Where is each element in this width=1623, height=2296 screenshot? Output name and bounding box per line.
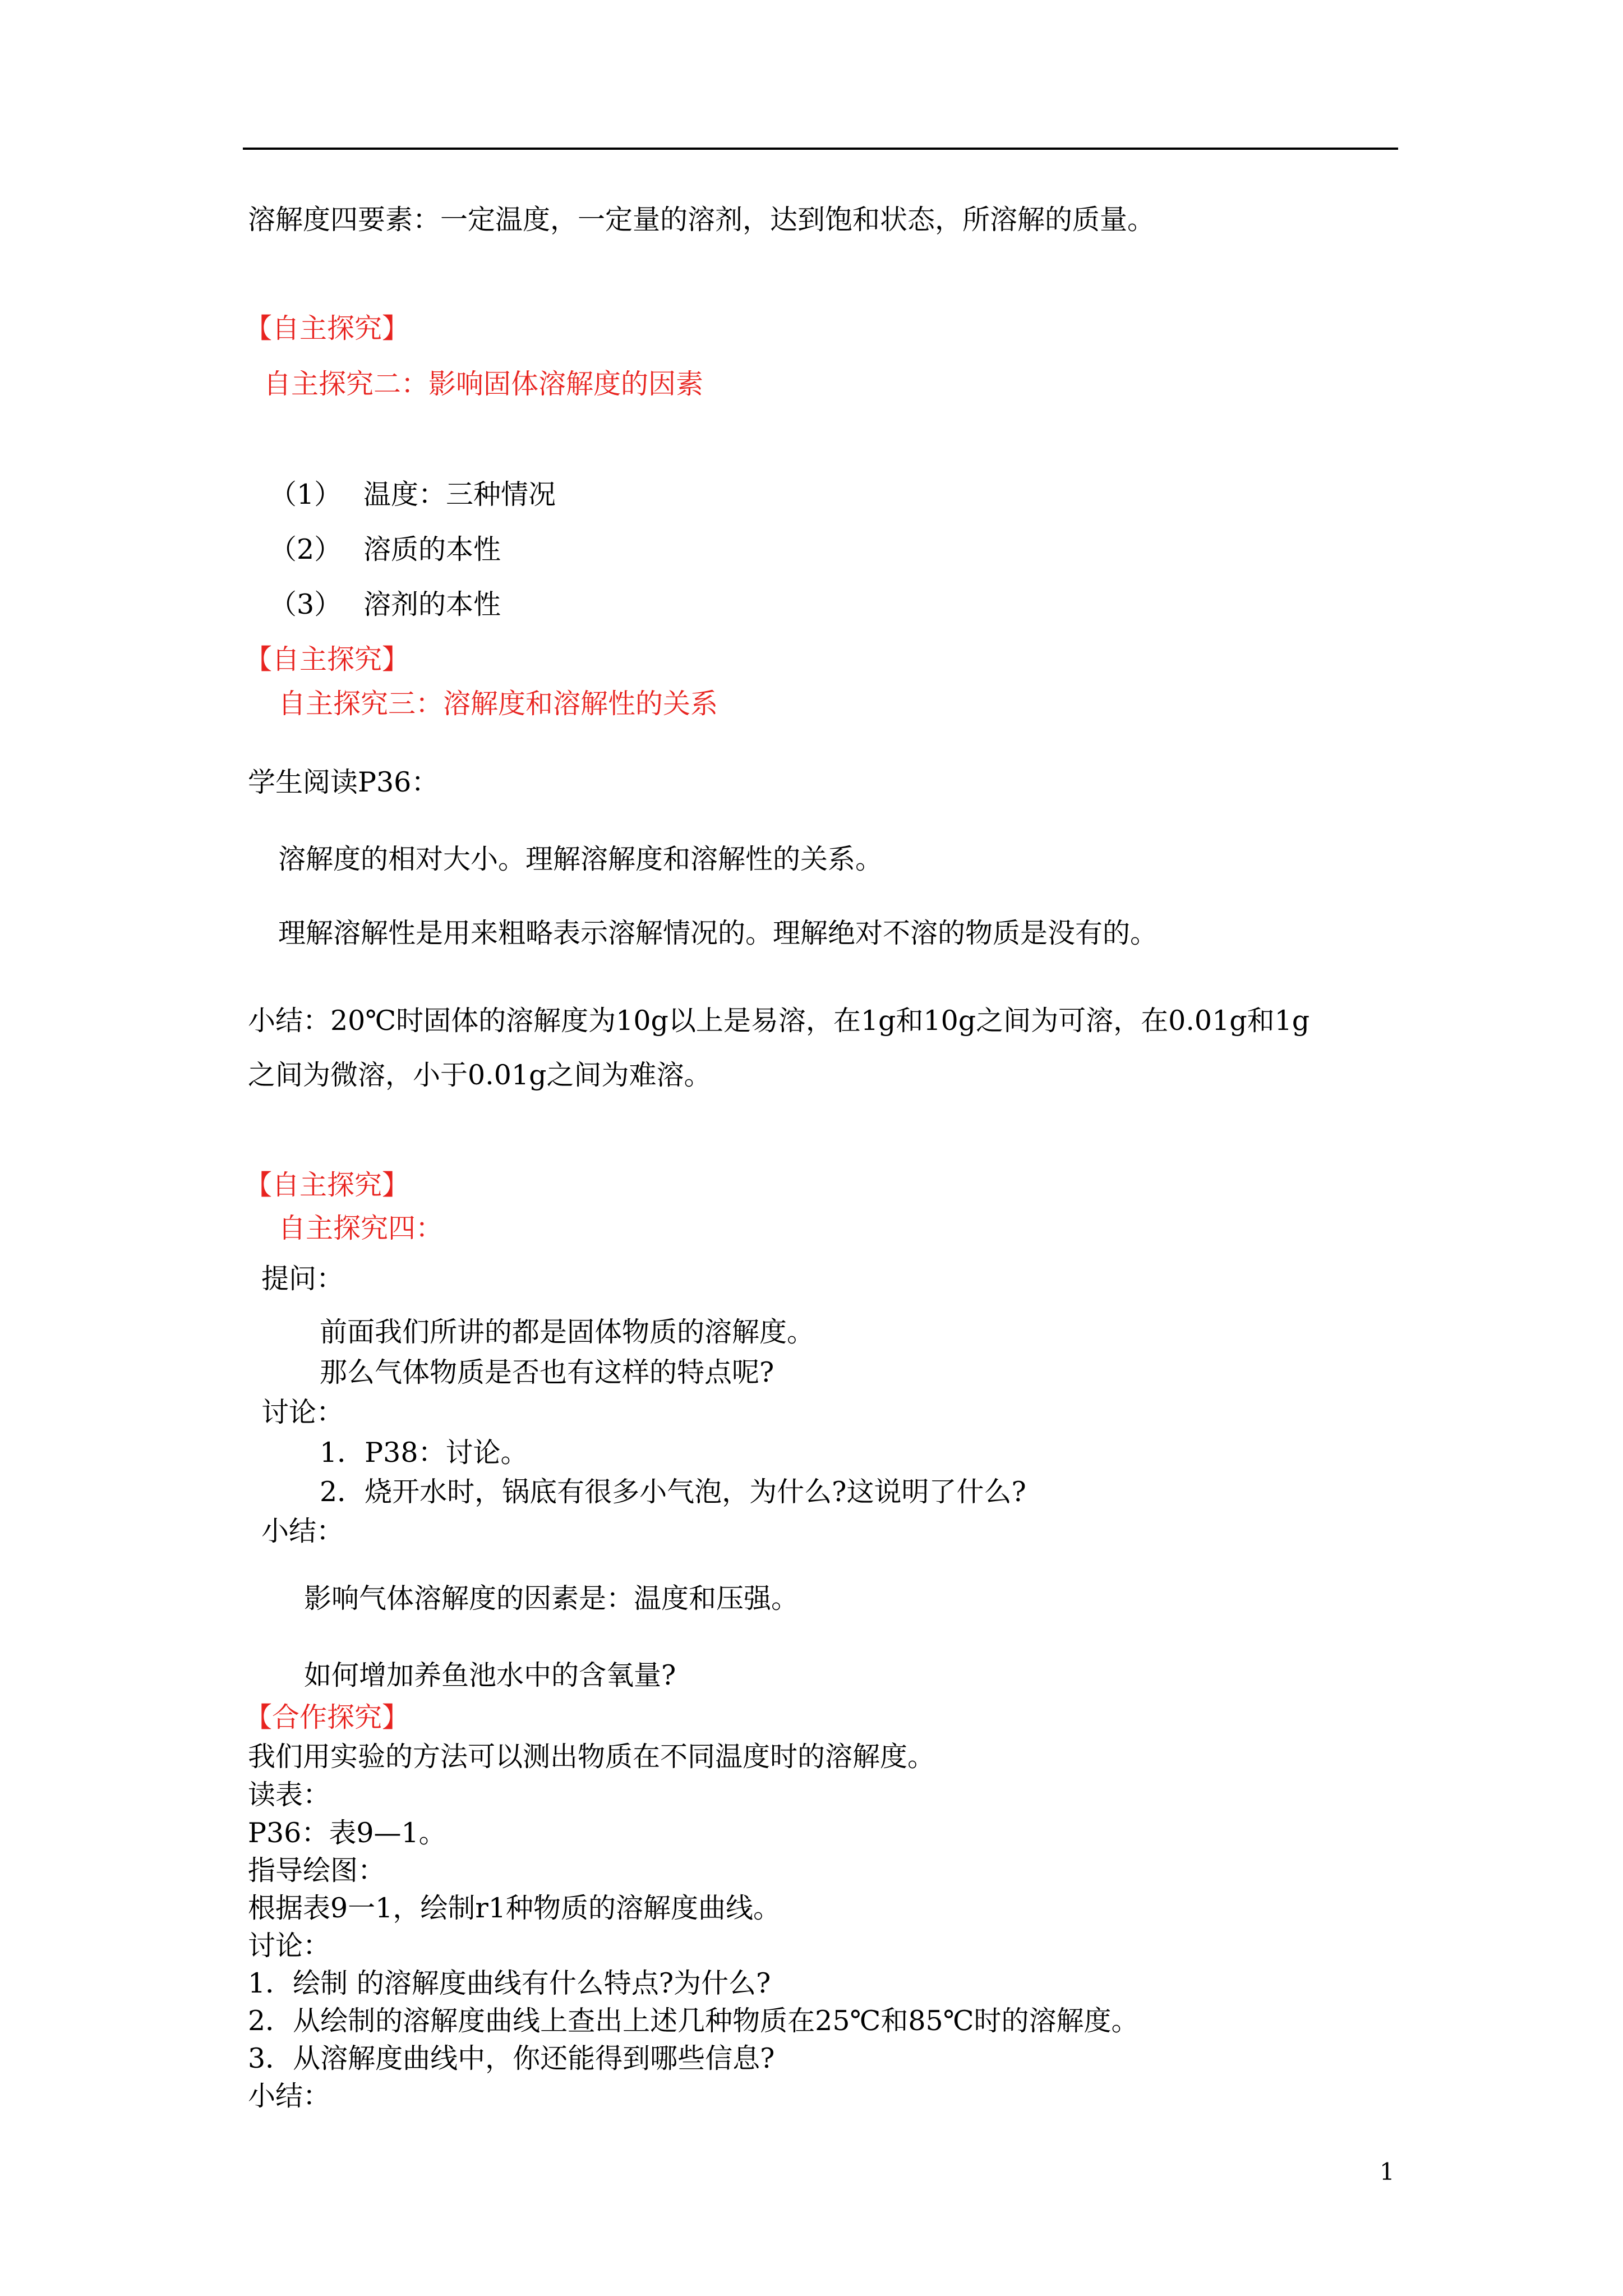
paragraph: 溶解度的相对大小。理解溶解度和溶解性的关系。 xyxy=(278,843,883,875)
paragraph: 如何增加养鱼池水中的含氧量? xyxy=(304,1659,676,1691)
section-heading: 【自主探究】 xyxy=(245,643,410,675)
paragraph: 讨论： xyxy=(248,1930,331,1962)
paragraph: 讨论： xyxy=(261,1396,344,1428)
paragraph-solubility-four-elements: 溶解度四要素：一定温度，一定量的溶剂，达到饱和状态，所溶解的质量。 xyxy=(248,204,1155,236)
paragraph: 根据表9一1，绘制r1种物质的溶解度曲线。 xyxy=(248,1892,781,1924)
list-item: 1．绘制 的溶解度曲线有什么特点?为什么? xyxy=(248,1967,771,1999)
section-subheading: 自主探究二：影响固体溶解度的因素 xyxy=(264,368,704,400)
list-item: 1．P38：讨论。 xyxy=(320,1437,528,1469)
paragraph: 小结： xyxy=(261,1515,344,1547)
list-item: 3．从溶解度曲线中，你还能得到哪些信息? xyxy=(248,2042,775,2074)
paragraph: 理解溶解性是用来粗略表示溶解情况的。理解绝对不溶的物质是没有的。 xyxy=(278,917,1158,949)
list-item-number: （2） xyxy=(269,533,342,565)
section-subheading: 自主探究四： xyxy=(278,1212,444,1244)
paragraph: 我们用实验的方法可以测出物质在不同温度时的溶解度。 xyxy=(248,1741,935,1773)
header-rule xyxy=(243,148,1398,150)
paragraph: 学生阅读P36： xyxy=(248,766,439,798)
section-subheading: 自主探究三：溶解度和溶解性的关系 xyxy=(278,688,718,720)
list-item-text: 溶剂的本性 xyxy=(363,588,501,620)
section-heading: 【合作探究】 xyxy=(245,1701,410,1733)
paragraph: 指导绘图： xyxy=(248,1855,386,1887)
paragraph: 读表： xyxy=(248,1779,331,1811)
summary-paragraph-continued: 之间为微溶，小于0.01g之间为难溶。 xyxy=(248,1059,712,1091)
list-item-text: 溶质的本性 xyxy=(363,533,501,565)
paragraph: P36：表9—1。 xyxy=(248,1817,446,1849)
section-heading: 【自主探究】 xyxy=(245,312,410,344)
list-item-text: 温度：三种情况 xyxy=(363,478,556,510)
list-item: 2．烧开水时，锅底有很多小气泡，为什么?这说明了什么? xyxy=(320,1476,1026,1508)
summary-paragraph: 小结：20℃时固体的溶解度为10g以上是易溶，在1g和10g之间为可溶，在0.01g和1g xyxy=(248,1005,1310,1037)
list-item-number: （3） xyxy=(269,588,342,620)
section-heading: 【自主探究】 xyxy=(245,1169,410,1201)
paragraph: 影响气体溶解度的因素是：温度和压强。 xyxy=(304,1582,799,1614)
page-number: 1 xyxy=(1380,2158,1395,2185)
list-item-number: （1） xyxy=(269,478,342,510)
paragraph: 小结： xyxy=(248,2080,331,2112)
paragraph: 那么气体物质是否也有这样的特点呢? xyxy=(320,1356,774,1388)
paragraph: 提问： xyxy=(261,1263,344,1295)
list-item: 2．从绘制的溶解度曲线上查出上述几种物质在25℃和85℃时的溶解度。 xyxy=(248,2005,1139,2037)
paragraph: 前面我们所讲的都是固体物质的溶解度。 xyxy=(320,1316,815,1348)
